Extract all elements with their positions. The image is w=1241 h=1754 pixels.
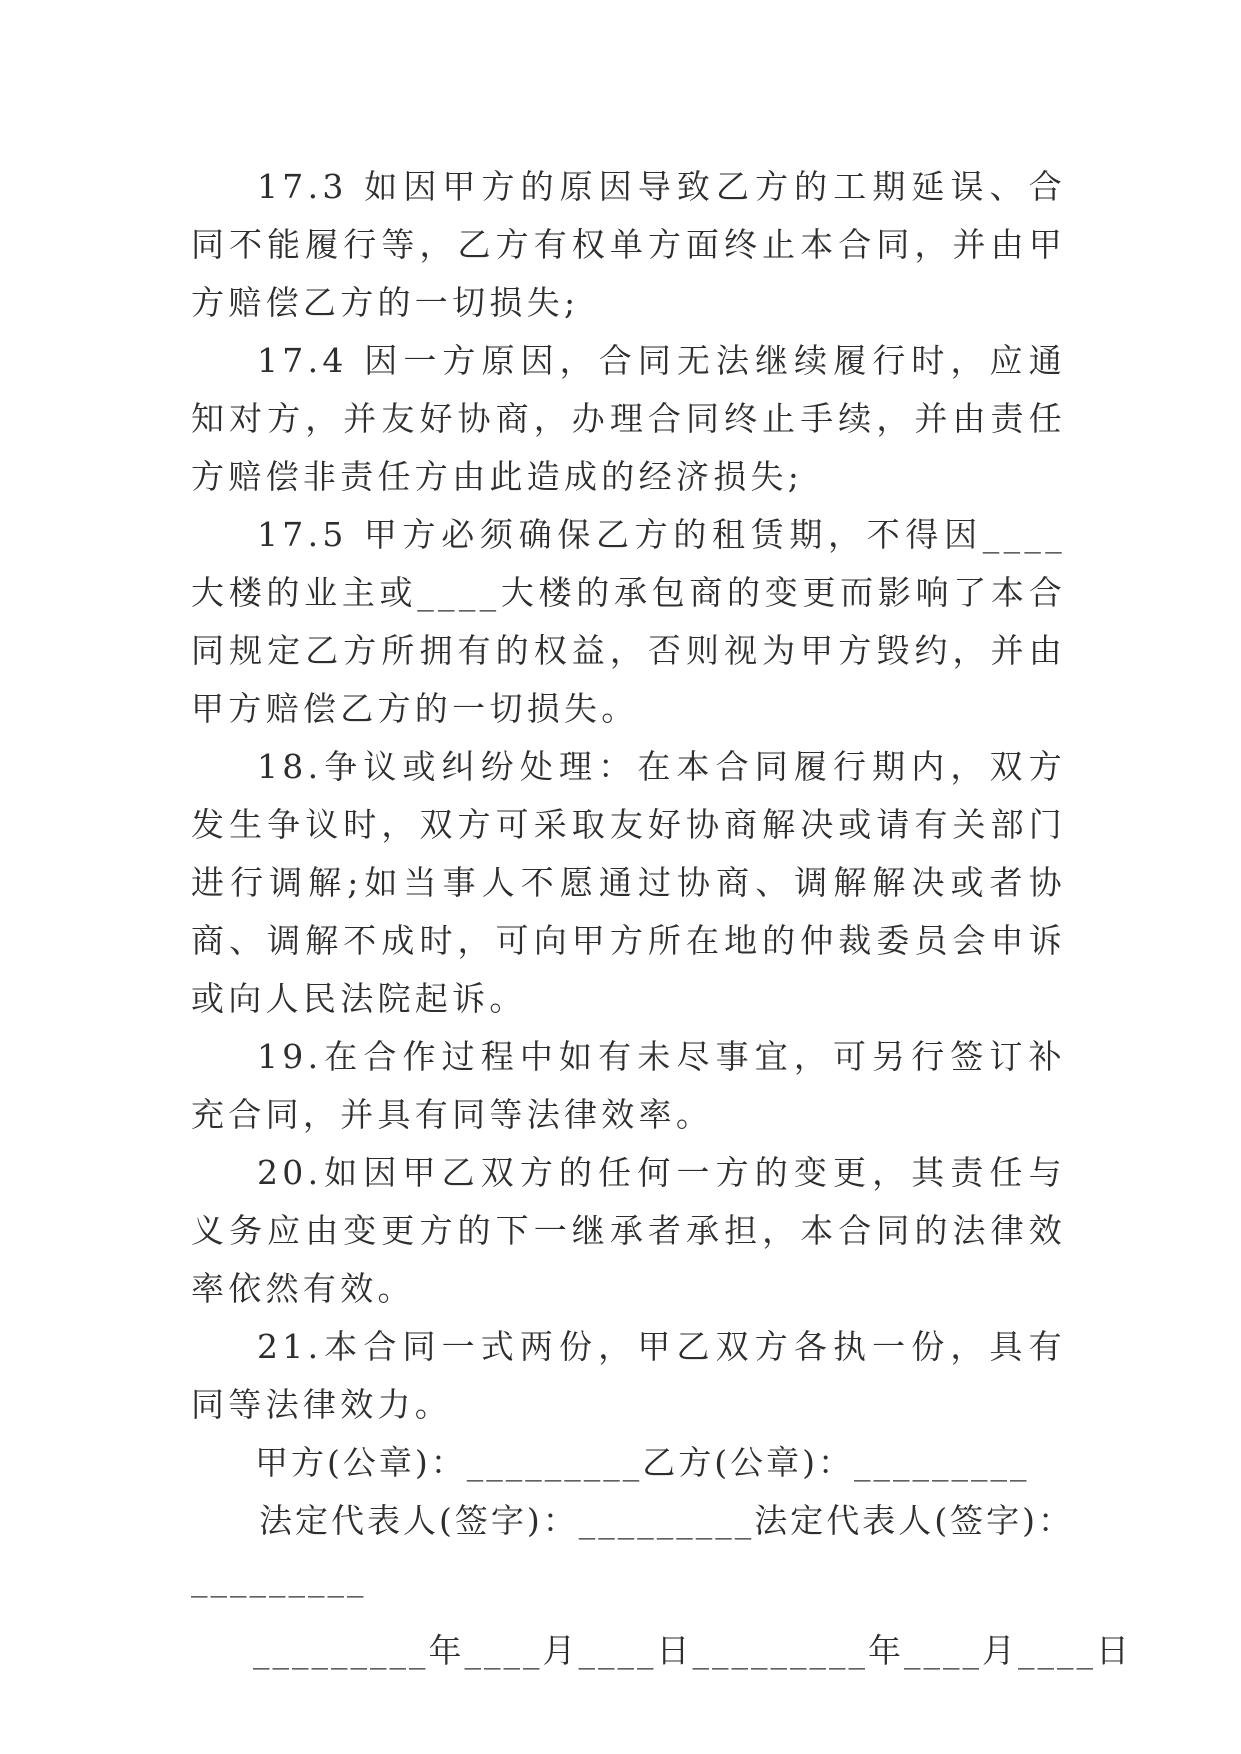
clause-17-5: 17.5 甲方必须确保乙方的租赁期，不得因____大楼的业主或____大楼的承包商的变更而影响了本合同规定乙方所拥有的权益，否则视为甲方毁约，并由甲方赔偿乙方的一切损失。	[191, 515, 1066, 728]
clause-17-3: 17.3 如因甲方的原因导致乙方的工期延误、合同不能履行等，乙方有权单方面终止本合同，并由甲方赔偿乙方的一切损失;	[191, 167, 1066, 322]
date-line: _________年____月____日_________年____月____日	[253, 1631, 1132, 1670]
clause-19-supplement: 19.在合作过程中如有未尽事宜，可另行签订补充合同，并具有同等法律效率。	[191, 1037, 1066, 1134]
clause-21-copies: 21.本合同一式两份，甲乙双方各执一份，具有同等法律效力。	[191, 1327, 1066, 1424]
clause-20-succession: 20.如因甲乙双方的任何一方的变更，其责任与义务应由变更方的下一继承者承担，本合同的法律效率依然有效。	[191, 1153, 1066, 1308]
contract-body	[191, 158, 1132, 1680]
clause-18-dispute: 18.争议或纠纷处理：在本合同履行期内，双方发生争议时，双方可采取友好协商解决或请有关部门进行调解;如当事人不愿通过协商、调解解决或者协商、调解不成时，可向甲方所在地的仲裁委员会申诉或向人民法院起诉。	[191, 747, 1066, 1018]
representative-line-tail: _________	[191, 1559, 367, 1598]
seal-line: 甲方(公章)：_________乙方(公章)：_________	[255, 1443, 1030, 1482]
clause-17-4: 17.4 因一方原因，合同无法继续履行时，应通知对方，并友好协商，办理合同终止手续，并由责任方赔偿非责任方由此造成的经济损失;	[191, 341, 1066, 496]
representative-line: 法定代表人(签字)：_________法定代表人(签字)：	[259, 1501, 1074, 1540]
